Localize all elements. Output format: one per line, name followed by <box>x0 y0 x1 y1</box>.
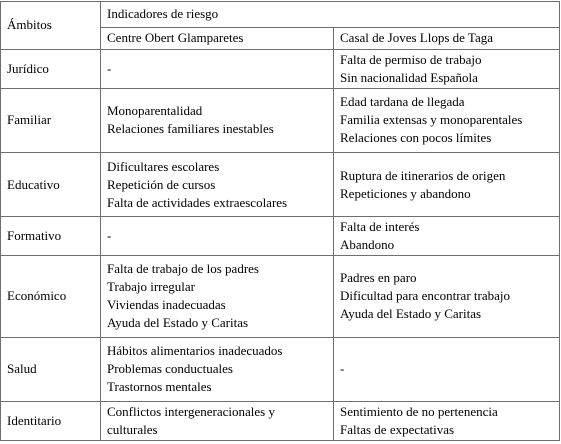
indicator-text: Viviendas inadecuadas <box>107 297 226 313</box>
table-row <box>1 217 560 256</box>
indicator-text: Repeticiones y abandono <box>340 185 471 201</box>
indicator-text: Relaciones familiares inestables <box>107 121 274 137</box>
ambito-label: Educativo <box>7 176 60 192</box>
col1-cell <box>101 88 334 152</box>
indicator-text: Repetición de cursos <box>107 176 216 192</box>
indicator-text: Familia extensas y monoparentales <box>340 112 523 128</box>
indicator-text: - <box>107 228 112 244</box>
indicator-text: Trastornos mentales <box>107 379 212 395</box>
col2-cell <box>334 153 560 217</box>
header-indicadores <box>101 2 560 28</box>
indicator-text: Falta de trabajo de los padres <box>107 261 259 277</box>
table-row <box>1 402 560 441</box>
ambito-cell <box>1 337 101 401</box>
indicator-text: Relaciones con pocos límites <box>340 130 492 146</box>
ambito-cell <box>1 153 101 217</box>
col1-cell <box>101 337 334 401</box>
header-row-1 <box>1 2 560 28</box>
ambito-label: Jurídico <box>7 60 49 76</box>
header-col2 <box>334 27 560 49</box>
indicator-text: Abandono <box>340 237 395 253</box>
ambito-cell <box>1 256 101 338</box>
indicator-text: Trabajo irregular <box>107 279 195 295</box>
indicator-text: - <box>340 361 345 377</box>
header-indicadores-text: Indicadores de riesgo <box>107 6 219 22</box>
indicator-text: Dificultares escolares <box>107 158 220 174</box>
ambito-cell <box>1 88 101 152</box>
indicator-text: Ayuda del Estado y Caritas <box>107 315 249 331</box>
indicator-text: culturales <box>107 422 158 438</box>
indicator-text: Problemas conductuales <box>107 361 233 377</box>
col2-cell <box>334 217 560 256</box>
ambito-cell <box>1 49 101 88</box>
risk-indicators-table <box>0 1 560 441</box>
header-col1-text: Centre Obert Glamparetes <box>107 30 244 46</box>
indicator-text: - <box>107 60 112 76</box>
indicator-text: Edad tardana de llegada <box>340 94 465 110</box>
indicator-text: Ayuda del Estado y Caritas <box>340 306 482 322</box>
header-col1 <box>101 27 334 49</box>
table-row <box>1 88 560 152</box>
ambito-cell <box>1 402 101 441</box>
col1-cell <box>101 49 334 88</box>
ambito-label: Económico <box>7 288 67 304</box>
indicator-text: Padres en paro <box>340 270 417 286</box>
indicator-text: Sentimiento de no pertenencia <box>340 404 498 420</box>
indicator-text: Conflictos intergeneracionales y <box>107 404 275 420</box>
col2-cell <box>334 49 560 88</box>
col1-cell <box>101 217 334 256</box>
ambito-cell <box>1 217 101 256</box>
ambito-label: Identitario <box>7 413 62 429</box>
table-row <box>1 337 560 401</box>
col2-cell <box>334 88 560 152</box>
indicator-text: Hábitos alimentarios inadecuados <box>107 343 283 359</box>
col2-cell <box>334 402 560 441</box>
table-row <box>1 153 560 217</box>
table-row <box>1 49 560 88</box>
header-ambitos-text: Ámbitos <box>7 17 52 33</box>
col2-cell <box>334 256 560 338</box>
header-col2-text: Casal de Joves Llops de Taga <box>340 30 494 46</box>
indicator-text: Falta de permiso de trabajo <box>340 51 482 67</box>
ambito-label: Familiar <box>7 112 52 128</box>
indicator-text: Falta de actividades extraescolares <box>107 194 288 210</box>
indicator-text: Faltas de expectativas <box>340 422 455 438</box>
ambito-label: Formativo <box>7 228 62 244</box>
col1-cell <box>101 256 334 338</box>
indicator-text: Ruptura de itinerarios de origen <box>340 167 506 183</box>
indicator-text: Sin nacionalidad Española <box>340 69 478 85</box>
col1-cell <box>101 153 334 217</box>
table-row <box>1 256 560 338</box>
indicator-text: Falta de interés <box>340 219 420 235</box>
col1-cell <box>101 402 334 441</box>
indicator-text: Monoparentalidad <box>107 103 203 119</box>
col2-cell <box>334 337 560 401</box>
indicator-text: Dificultad para encontrar trabajo <box>340 288 510 304</box>
ambito-label: Salud <box>7 361 37 377</box>
header-ambitos <box>1 2 101 50</box>
